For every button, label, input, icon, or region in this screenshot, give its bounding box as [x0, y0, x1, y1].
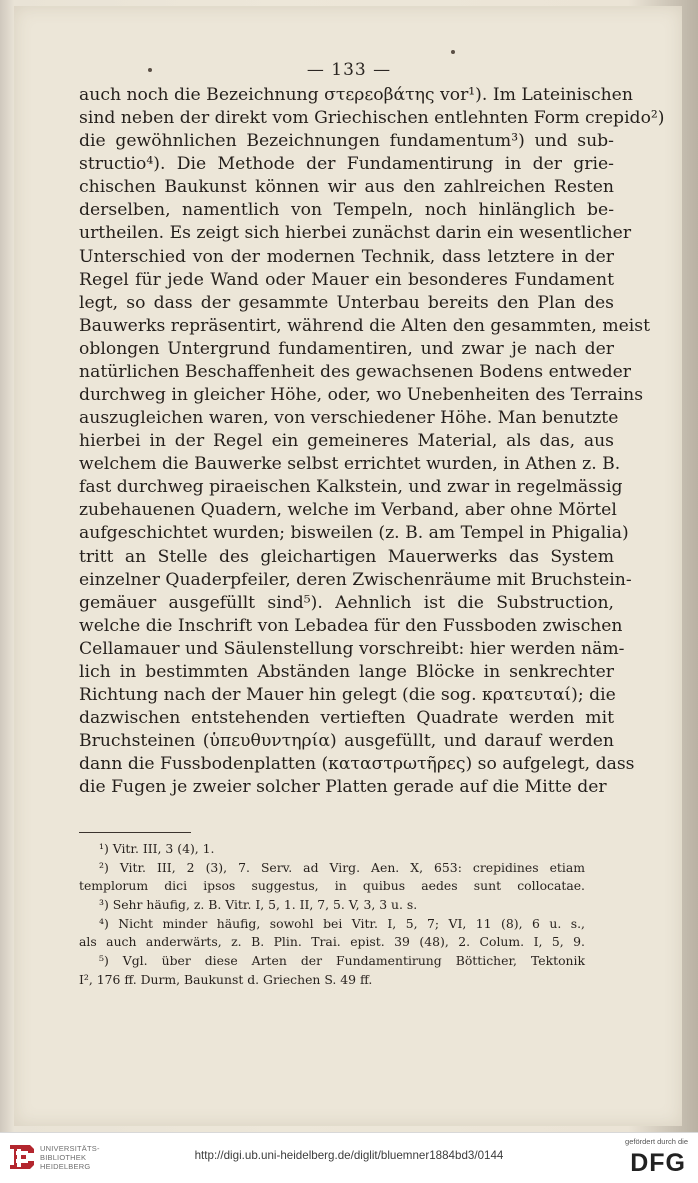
main-text — [79, 84, 665, 799]
footnote-line: I², 176 ff. Durm, Baukunst d. Griechen S. 49 ff. — [79, 971, 373, 987]
text-line: oblongen Untergrund fundamentiren, und zwar je nach der — [79, 338, 614, 359]
text-line: fast durchweg piraeischen Kalkstein, und zwar in regelmässig — [79, 477, 623, 498]
footnote-line: ²) Vitr. III, 2 (3), 7. Serv. ad Virg. Aen. X, 653: crepidines etiam — [99, 859, 585, 875]
text-line: lich in bestimmten Abständen lange Blöcke in senkrechter — [79, 661, 614, 682]
text-line: welchem die Bauwerke selbst errichtet wurden, in Athen z. B. — [79, 454, 621, 475]
text-line: Regel für jede Wand oder Mauer ein besonderes Fundament — [79, 269, 614, 290]
text-line: urtheilen. Es zeigt sich hierbei zunächst darin ein wesentlicher — [79, 223, 632, 244]
text-line: Unterschied von der modernen Technik, dass letztere in der — [79, 246, 614, 267]
text-line: gemäuer ausgefüllt sind⁵). Aehnlich ist die Substruction, — [79, 592, 614, 613]
text-line: legt, so dass der gesammte Unterbau bereits den Plan des — [79, 292, 614, 313]
text-line: derselben, namentlich von Tempeln, noch hinlänglich be- — [79, 200, 614, 221]
library-name-line: UNIVERSITÄTS- — [40, 1144, 100, 1153]
text-line: Bruchsteinen (ὑπευθυντηρία) ausgefüllt, und darauf werden — [79, 731, 614, 752]
text-line: Richtung nach der Mauer hin gelegt (die sog. κρατευταί); die — [79, 685, 616, 706]
text-line: die gewöhnlichen Bezeichnungen fundamentum³) und sub- — [79, 131, 614, 152]
text-line: structio⁴). Die Methode der Fundamentirung in der grie- — [79, 154, 614, 175]
text-line: durchweg in gleicher Höhe, oder, wo Unebenheiten des Terrains — [79, 385, 644, 406]
dfg-logo-icon[interactable]: DFG — [630, 1149, 686, 1177]
text-line: welche die Inschrift von Lebadea für den Fussboden zwischen — [79, 615, 623, 636]
text-line: zubehauenen Quadern, welche im Verband, aber ohne Mörtel — [79, 500, 617, 521]
viewer-footer — [0, 1132, 698, 1183]
footnote-line: templorum dici ipsos suggestus, in quibus aedes sunt collocatae. — [79, 878, 585, 894]
funding-caption: gefördert durch die — [625, 1137, 688, 1146]
text-line: tritt an Stelle des gleichartigen Mauerwerks das System — [79, 546, 614, 567]
footnote-line: ⁵) Vgl. über diese Arten der Fundamentirung Bötticher, Tektonik — [99, 953, 585, 969]
footnotes — [79, 840, 585, 990]
text-line: natürlichen Beschaffenheit des gewachsenen Bodens entweder — [79, 361, 632, 382]
footnote-line: ³) Sehr häufig, z. B. Vitr. I, 5, 1. II, 7, 5. V, 3, 3 u. s. — [99, 897, 418, 913]
text-line: hierbei in der Regel ein gemeineres Material, als das, aus — [79, 431, 614, 452]
text-line: Bauwerks repräsentirt, während die Alten den gesammten, meist — [79, 315, 651, 336]
text-line: die Fugen je zweier solcher Platten gerade auf die Mitte der — [79, 777, 607, 798]
text-line: auszugleichen waren, von verschiedener Höhe. Man benutzte — [79, 408, 619, 429]
library-name-line: HEIDELBERG — [40, 1162, 91, 1171]
ink-speck — [451, 50, 455, 54]
library-name-line: BIBLIOTHEK — [40, 1153, 87, 1162]
text-line: dazwischen entstehenden vertieften Quadrate werden mit — [79, 708, 614, 729]
text-line: aufgeschichtet wurden; bisweilen (z. B. am Tempel in Phigalia) — [79, 523, 629, 544]
footnote-separator — [79, 832, 191, 833]
page-number: — 133 — — [306, 60, 392, 80]
text-line: dann die Fussbodenplatten (καταστρωτῆρες) so aufgelegt, dass — [79, 754, 635, 775]
text-line: chischen Baukunst können wir aus den zahlreichen Resten — [79, 177, 614, 198]
footnote-line: als auch anderwärts, z. B. Plin. Trai. epist. 39 (48), 2. Colum. I, 5, 9. — [79, 934, 585, 950]
permalink-url[interactable]: http://digi.ub.uni-heidelberg.de/diglit/bluemner1884bd3/0144 — [194, 1149, 504, 1162]
footnote-line: ⁴) Nicht minder häufig, sowohl bei Vitr. I, 5, 7; VI, 11 (8), 6 u. s., — [99, 915, 585, 931]
text-line: sind neben der direkt vom Griechischen entlehnten Form crepido²) — [79, 108, 665, 129]
text-line: auch noch die Bezeichnung στερεοβάτης vor¹). Im Lateinischen — [79, 85, 633, 105]
footnote-line: ¹) Vitr. III, 3 (4), 1. — [99, 841, 215, 856]
text-line: einzelner Quaderpfeiler, deren Zwischenräume mit Bruchstein- — [79, 569, 632, 590]
text-line: Cellamauer und Säulenstellung vorschreibt: hier werden näm- — [79, 638, 625, 659]
